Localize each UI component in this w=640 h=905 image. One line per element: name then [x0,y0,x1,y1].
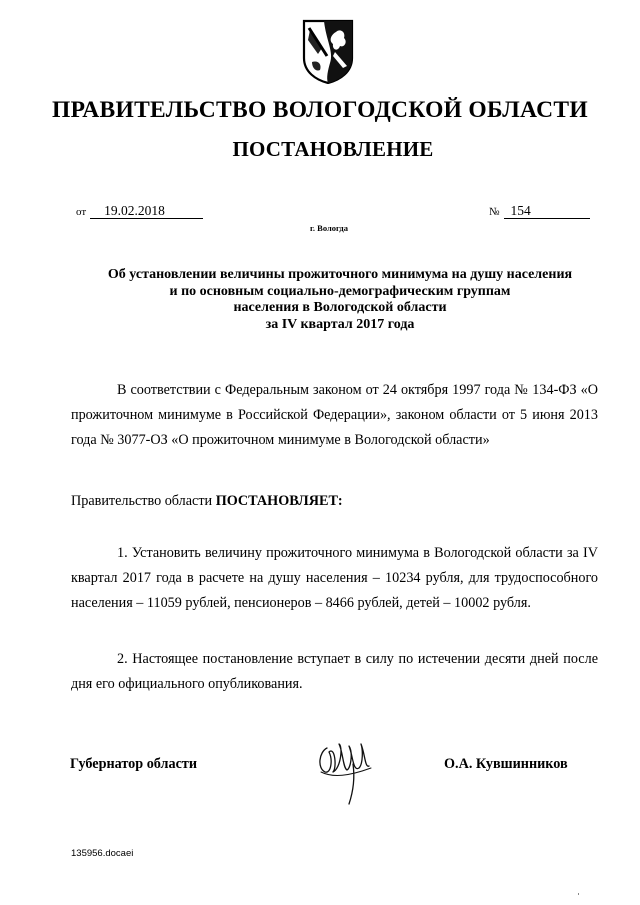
item-paragraph-1: 1. Установить величину прожиточного минимума в Вологодской области за IV квартал 2017 года в расчете на душу населения – 10234 рубля, для трудоспособного населения – 11059 рублей, пенсионеров – 8466 рублей, детей – 10002 рубля. [71,545,598,611]
document-type-title: ПОСТАНОВЛЕНИЕ [232,137,434,161]
date-prefix: от [76,206,87,218]
government-title: ПРАВИТЕЛЬСТВО ВОЛОГОДСКОЙ ОБЛАСТИ [52,97,588,123]
number-prefix: № [489,206,500,218]
signer-name: О.А. Кувшинников [444,756,568,772]
subject-line: Об установлении величины прожиточного минимума на душу населения [107,267,573,282]
subject-line: за IV квартал 2017 года [265,316,415,332]
scan-speck [578,893,579,895]
signer-title: Губернатор области [70,756,198,772]
preamble-paragraph: В соответствии с Федеральным законом от 24 октября 1997 года № 134-ФЗ «О прожиточном минимуме в Российской Федерации», законом области от 5 июня 2013 года № 3077-ОЗ «О прожиточном минимуме в Вологодской области» [71,382,598,448]
decree-word: ПОСТАНОВЛЯЕТ: [215,493,343,509]
number-value: 154 [504,204,590,219]
subject-line: населения в Вологодской области [233,300,447,315]
handwritten-signature-icon [313,738,377,810]
decree-paragraph [71,489,598,514]
subject-line: и по основным социально-демографическим группам [169,283,511,299]
decree-lead: Правительство области [71,493,213,509]
file-id: 135956.docaei [71,848,134,859]
item-paragraph-2: 2. Настоящее постановление вступает в силу по истечении десяти дней после дня его официального опубликования. [71,651,598,692]
date-value: 19.02.2018 [90,204,203,219]
city-label: г. Вологда [310,223,348,233]
coat-of-arms-icon [300,18,356,84]
document-number [489,203,590,219]
document-date [76,203,203,219]
document-subject [60,267,620,333]
